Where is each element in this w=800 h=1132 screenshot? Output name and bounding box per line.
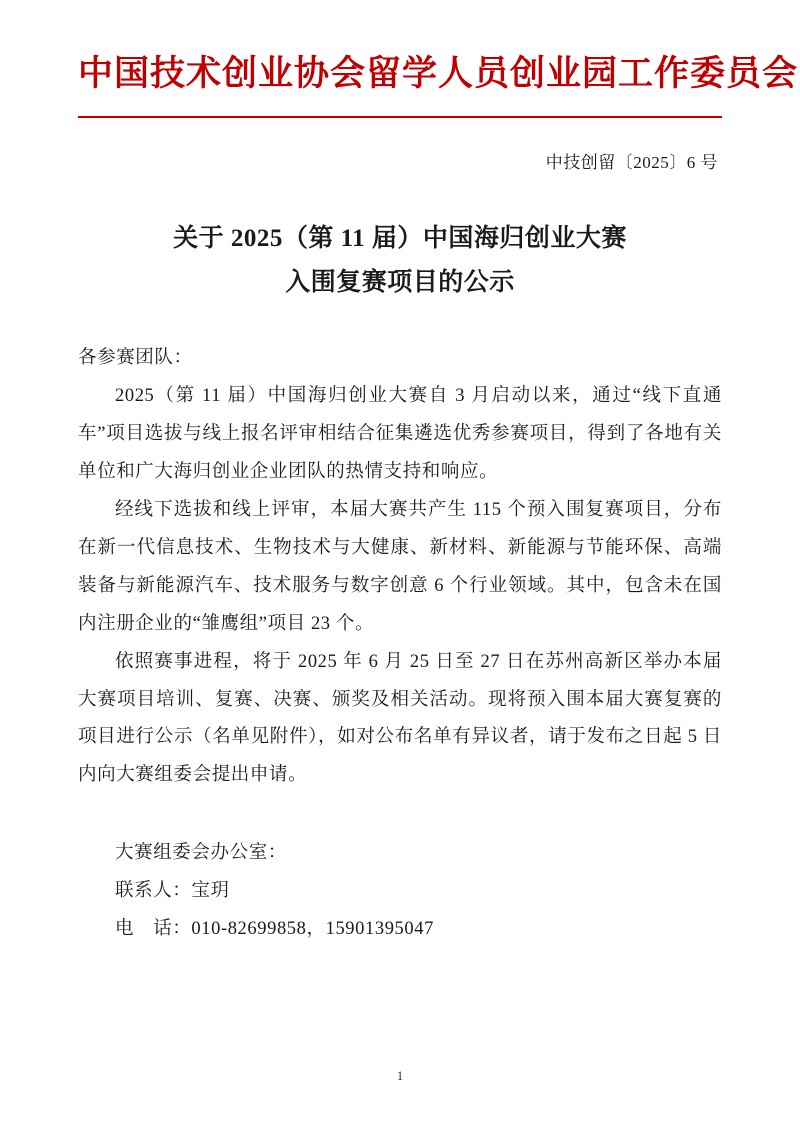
masthead-title: 中国技术创业协会留学人员创业园工作委员会 (78, 54, 799, 93)
page-title (78, 217, 722, 305)
contact-phone: 电 话：010-82699858，15901395047 (115, 919, 434, 940)
body-paragraph-1: 2025（第 11 届）中国海归创业大赛自 3 月启动以来，通过“线下直通车”项目选拔与线上报名评审相结合征集遴选优秀参赛项目，得到了各地有关单位和广大海归创业企业团队的热情支持和响应。 (78, 386, 722, 483)
body-paragraph-2: 经线下选拔和线上评审，本届大赛共产生 115 个预入围复赛项目，分布在新一代信息技术、生物技术与大健康、新材料、新能源与节能环保、高端装备与新能源汽车、技术服务与数字创意 6 个行业领域。其中，包含未在国内注册企业的“雏鹰组”项目 23 个。 (78, 499, 722, 634)
salutation: 各参赛团队： (78, 348, 193, 369)
document-number: 中技创留〔2025〕6 号 (545, 152, 718, 172)
document-body (78, 340, 722, 795)
document-content (78, 0, 799, 1132)
masthead-divider (78, 116, 722, 118)
body-paragraph-3: 依照赛事进程，将于 2025 年 6 月 25 日至 27 日在苏州高新区举办本届大赛项目培训、复赛、决赛、颁奖及相关活动。现将预入围本届大赛复赛的项目进行公示（名单见附件），如对公布名单有异议者，请于发布之日起 5 日内向大赛组委会提出申请。 (78, 651, 722, 786)
page-number: 1 (396, 1068, 404, 1083)
page-title-line-2: 入围复赛项目的公示 (285, 268, 515, 296)
contact-person: 联系人：宝玥 (115, 881, 230, 902)
contact-block (78, 835, 722, 949)
page-title-line-1: 关于 2025（第 11 届）中国海归创业大赛 (173, 224, 627, 252)
contact-office: 大赛组委会办公室： (115, 843, 287, 864)
